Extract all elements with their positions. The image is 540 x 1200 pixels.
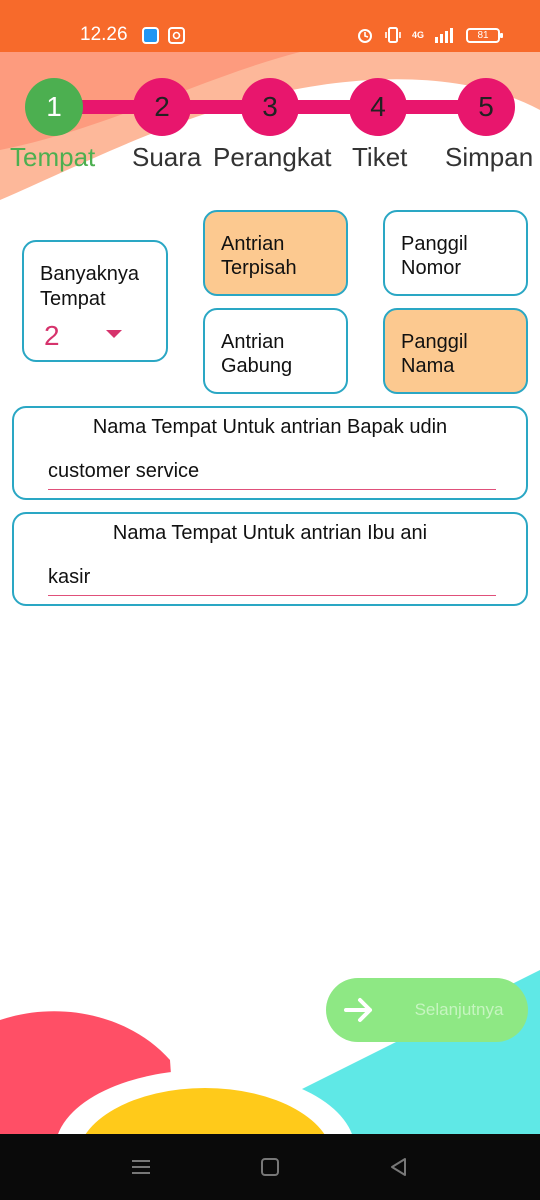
status-icons (356, 26, 500, 44)
places-count-dropdown[interactable] (22, 240, 168, 362)
panggil-nomor-option[interactable] (383, 210, 528, 296)
antrian-gabung-label: Antrian Gabung (221, 331, 293, 377)
step-3-label: Perangkat (213, 142, 332, 172)
place-name-title: Nama Tempat Untuk antrian Bapak udin (92, 416, 448, 438)
step-4-circle[interactable]: 4 (349, 78, 407, 136)
arrow-right-icon (326, 978, 390, 1042)
antrian-terpisah-option[interactable] (203, 210, 348, 296)
step-4-label: Tiket (352, 142, 408, 172)
status-time: 12.26 (80, 24, 128, 45)
caret-down-icon (106, 330, 122, 338)
step-1-label: Tempat (10, 142, 96, 172)
wizard-stepper (0, 52, 540, 182)
panggil-nama-label: Panggil Nama (401, 331, 468, 377)
places-count-label: Banyaknya Tempat (40, 263, 139, 310)
place-name-input[interactable]: kasir (48, 566, 496, 596)
places-count-value: 2 (44, 320, 60, 351)
panggil-nomor-label: Panggil Nomor (401, 233, 468, 279)
next-button-label: Selanjutnya (414, 1000, 504, 1019)
instagram-icon (168, 27, 185, 44)
alarm-icon (356, 26, 374, 44)
panggil-nama-option[interactable] (383, 308, 528, 394)
home-icon[interactable] (259, 1156, 281, 1178)
menu-icon[interactable] (130, 1156, 152, 1178)
back-icon[interactable] (388, 1156, 410, 1178)
battery-icon: 81 (466, 28, 500, 43)
step-1-circle[interactable]: 1 (25, 78, 83, 136)
vibrate-icon (384, 26, 402, 44)
step-2-circle[interactable]: 2 (133, 78, 191, 136)
status-bar (0, 0, 540, 52)
antrian-terpisah-label: Antrian Terpisah (221, 233, 297, 279)
app-notification-icon (142, 27, 159, 44)
antrian-gabung-option[interactable] (203, 308, 348, 394)
step-5-label: Simpan (445, 142, 534, 172)
place-name-input[interactable]: customer service (48, 460, 496, 490)
place-name-card (12, 406, 528, 500)
network-type: 4G (411, 30, 424, 40)
step-2-label: Suara (132, 142, 202, 172)
next-button[interactable] (326, 978, 528, 1042)
step-3-circle[interactable]: 3 (241, 78, 299, 136)
place-name-title: Nama Tempat Untuk antrian Ibu ani (112, 522, 428, 544)
step-5-circle[interactable]: 5 (457, 78, 515, 136)
navigation-bar (0, 1134, 540, 1200)
signal-icon (434, 27, 456, 43)
place-name-card (12, 512, 528, 606)
